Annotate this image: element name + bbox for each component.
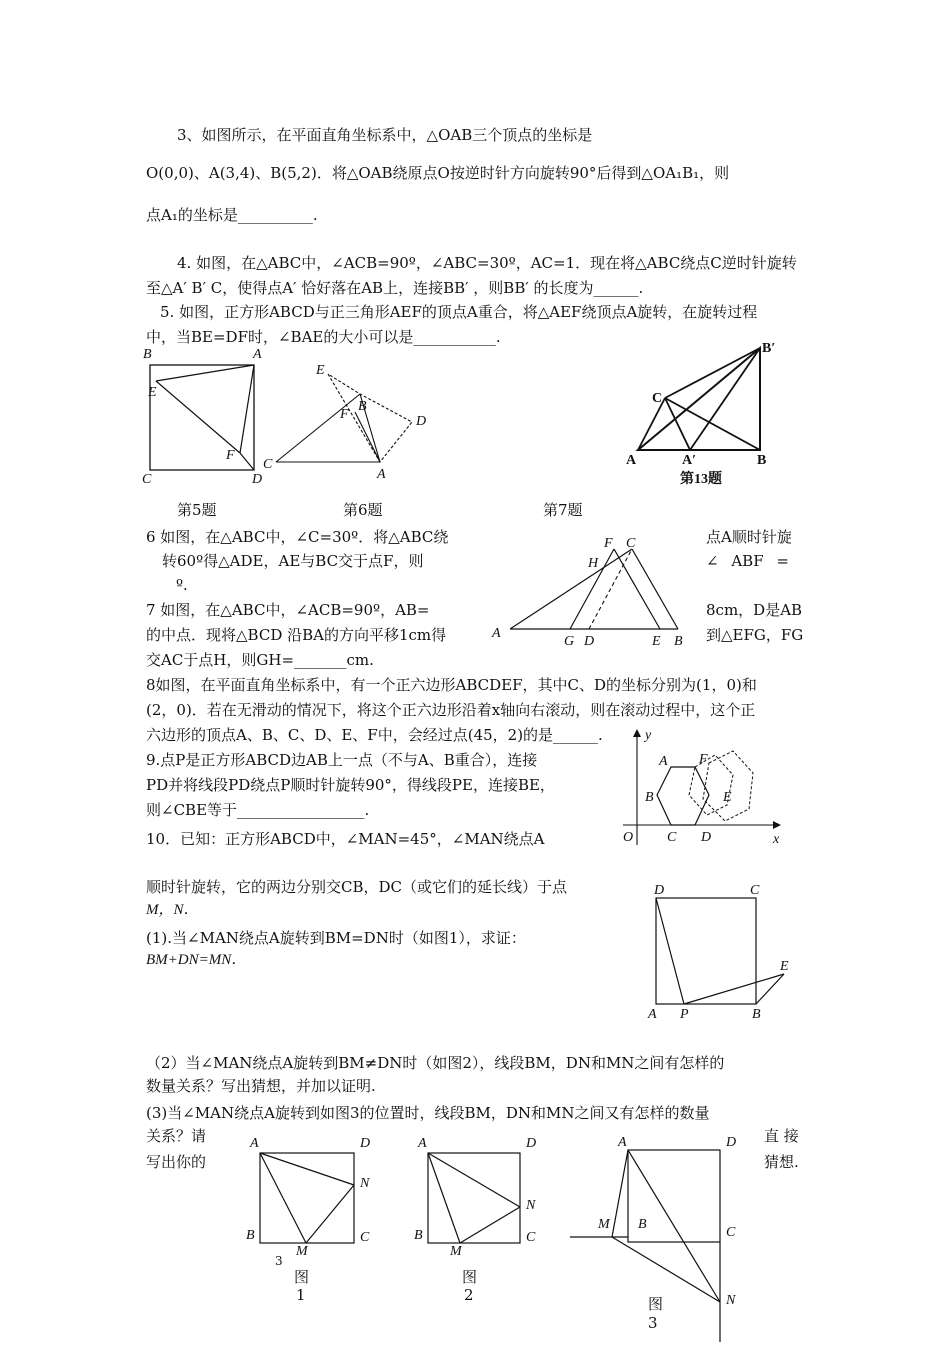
fig8-origin: O <box>623 830 634 845</box>
q10-part1-b: BM+DN=MN． <box>146 952 247 968</box>
figure-10-2 <box>410 1135 550 1259</box>
fig10-1-label-m: M <box>296 1244 308 1259</box>
figq7-label-f: F <box>604 536 613 551</box>
q7-line3: 交AC于点H，则GH=_______cm. <box>146 651 374 669</box>
fig10-1-caption-b: 1 <box>296 1286 306 1304</box>
figq7-label-a: A <box>492 626 501 641</box>
fig10-3-label-b: B <box>638 1217 647 1232</box>
q8-line2: (2，0)．若在无滑动的情况下，将这个正六边形沿着x轴向右滚动，则在滚动过程中，这个正 <box>146 701 756 719</box>
figure-5 <box>140 343 270 487</box>
fig10-1-label-a: A <box>250 1136 259 1151</box>
q8-line1: 8如图，在平面直角坐标系中，有一个正六边形ABCDEF，其中C、D的坐标分别为(1，0)和 <box>146 676 757 694</box>
caption-fig7: 第7题 <box>543 501 583 519</box>
fig5-label-c: C <box>142 472 152 487</box>
fig7-title: 第13题 <box>680 472 722 487</box>
q7-line2: 的中点．现将△BCD 沿BA的方向平移1cm得 <box>146 626 447 644</box>
fig8-label-b: B <box>645 790 654 805</box>
figq7-label-e: E <box>652 634 661 649</box>
fig9-label-e: E <box>780 959 789 974</box>
fig8-label-c: C <box>667 830 677 845</box>
fig10-2-label-n: N <box>526 1198 536 1213</box>
fig7-label-a: A <box>626 453 637 468</box>
fig9-label-a: A <box>648 1007 657 1022</box>
q6-line1-right: 点A顺时针旋 <box>706 528 792 546</box>
q9-line2: PD并将线段PD绕点P顺时针旋转90°，得线段PE，连接BE， <box>146 776 555 794</box>
fig5-label-a: A <box>253 347 262 362</box>
q7-line2-right: 到△EFG，FG <box>706 626 804 644</box>
fig9-label-d: D <box>654 883 665 898</box>
fig7-label-a-prime: A′ <box>682 453 697 468</box>
fig6-label-c: C <box>263 457 273 472</box>
fig10-3-label-n: N <box>726 1293 736 1308</box>
q10-line1: 10．已知：正方形ABCD中，∠MAN=45°，∠MAN绕点A <box>146 830 545 848</box>
figq7-label-d: D <box>584 634 595 649</box>
q6-line2: 转60º得△ADE，AE与BC交于点F，则 <box>162 552 424 570</box>
q4-line1: 4. 如图，在△ABC中，∠ACB=90º，∠ABC=30º，AC=1．现在将△ABC绕点C逆时针旋转 <box>177 254 797 272</box>
q3-line1: 3、如图所示，在平面直角坐标系中，△OAB三个顶点的坐标是 <box>177 126 593 144</box>
fig9-label-p: P <box>680 1007 689 1022</box>
fig8-axis-x: x <box>773 832 780 847</box>
fig7-label-c: C <box>652 391 663 406</box>
caption-fig6: 第6题 <box>343 501 383 519</box>
q6-line1: 6 如图，在△ABC中，∠C=30º．将△ABC绕 <box>146 528 449 546</box>
q3-line2: O(0,0)、A(3,4)、B(5,2)．将△OAB绕原点O按逆时针方向旋转90°后得到△OA₁B₁，则 <box>146 164 730 182</box>
fig10-1-label-c: C <box>360 1230 370 1245</box>
q10-part1-a: (1).当∠MAN绕点A旋转到BM=DN时（如图1），求证： <box>146 929 526 947</box>
q10-part2-b: 数量关系？写出猜想，并加以证明. <box>146 1077 376 1095</box>
fig10-2-caption-a: 图 <box>462 1268 478 1286</box>
fig10-2-label-c: C <box>526 1230 536 1245</box>
fig9-label-c: C <box>750 883 760 898</box>
fig10-1-caption-a: 图 <box>294 1268 310 1286</box>
fig6-label-b: B <box>358 399 367 414</box>
q10-part3-c: 写出你的 <box>146 1153 207 1171</box>
fig9-label-b: B <box>752 1007 761 1022</box>
q6-line2-right: ∠ ABF = <box>706 552 789 570</box>
fig6-label-d: D <box>416 414 427 429</box>
fig10-3-label-d: D <box>726 1135 737 1150</box>
fig6-label-e: E <box>316 363 325 378</box>
q7-line1: 7 如图，在△ABC中，∠ACB=90º，AB= <box>146 601 430 619</box>
fig8-label-a: A <box>659 754 668 769</box>
q4-line2: 至△A′ B′ C，使得点A′ 恰好落在AB上，连接BB′ ，则BB′ 的长度为______. <box>146 279 644 297</box>
fig10-3-caption-a: 图 <box>648 1295 664 1313</box>
fig8-label-f: F <box>699 752 708 767</box>
fig8-label-d: D <box>701 830 712 845</box>
q6-line3: º. <box>176 576 188 594</box>
fig10-3-label-m: M <box>598 1217 610 1232</box>
figure-6 <box>260 360 430 490</box>
fig10-2-label-d: D <box>526 1136 537 1151</box>
figq7-label-h: H <box>588 556 599 571</box>
q10-part3-b-right: 直 接 <box>764 1127 799 1145</box>
q10-part3-a: (3)当∠MAN绕点A旋转到如图3的位置时，线段BM，DN和MN之间又有怎样的数量 <box>146 1104 710 1122</box>
fig10-1-label-d: D <box>360 1136 371 1151</box>
q9-line3: 则∠CBE等于_________________. <box>146 801 370 819</box>
fig10-3-label-c: C <box>726 1225 736 1240</box>
fig10-2-label-m: M <box>450 1244 462 1259</box>
fig10-2-caption-b: 2 <box>464 1286 474 1304</box>
q10-part3-b: 关系？请 <box>146 1127 207 1145</box>
q5-line1: 5. 如图，正方形ABCD与正三角形AEF的顶点A重合，将△AEF绕顶点A旋转，在旋转过程 <box>160 303 758 321</box>
fig8-label-e: E <box>723 790 732 805</box>
fig10-1-label-b: B <box>246 1228 255 1243</box>
q8-line3: 六边形的顶点A、B、C、D、E、F中，会经过点(45，2)的是______. <box>146 726 603 744</box>
fig5-label-f: F <box>226 448 235 463</box>
fig7-label-b-prime: B′ <box>762 341 776 356</box>
figure-7 <box>620 340 785 490</box>
fig10-2-label-b: B <box>414 1228 423 1243</box>
fig6-label-f: F <box>340 407 349 422</box>
caption-fig5: 第5题 <box>177 501 217 519</box>
q10-line3: M，N． <box>146 902 199 918</box>
fig10-2-label-a: A <box>418 1136 427 1151</box>
q7-line1-right: 8cm，D是AB <box>706 601 803 619</box>
fig8-axis-y: y <box>645 728 652 743</box>
q3-line3: 点A₁的坐标是__________. <box>146 206 318 224</box>
figq7-label-b: B <box>674 634 683 649</box>
fig7-label-b: B <box>757 453 767 468</box>
figq7-label-c: C <box>626 536 636 551</box>
q10-part2-a: （2）当∠MAN绕点A旋转到BM≠DN时（如图2），线段BM，DN和MN之间有怎样的 <box>146 1054 725 1072</box>
fig10-1-number: 3 <box>275 1254 283 1268</box>
figure-8 <box>615 725 785 855</box>
figure-9 <box>648 883 798 1028</box>
fig5-label-d: D <box>252 472 263 487</box>
q9-line1: 9.点P是正方形ABCD边AB上一点（不与A、B重合），连接 <box>146 751 538 769</box>
q10-line2: 顺时针旋转，它的两边分别交CB，DC（或它们的延长线）于点 <box>146 878 568 896</box>
figq7-label-g: G <box>564 634 575 649</box>
fig5-label-b: B <box>143 347 152 362</box>
fig6-label-a: A <box>377 467 386 482</box>
figure-q7-translation <box>492 537 702 647</box>
q5-line2: 中，当BE=DF时，∠BAE的大小可以是___________. <box>146 328 501 346</box>
fig10-1-label-n: N <box>360 1176 370 1191</box>
fig10-3-label-a: A <box>618 1135 627 1150</box>
q10-part3-c-right: 猜想. <box>764 1153 799 1171</box>
figure-10-1 <box>242 1135 382 1259</box>
fig10-3-caption-b: 3 <box>648 1314 658 1332</box>
fig5-label-e: E <box>148 385 157 400</box>
